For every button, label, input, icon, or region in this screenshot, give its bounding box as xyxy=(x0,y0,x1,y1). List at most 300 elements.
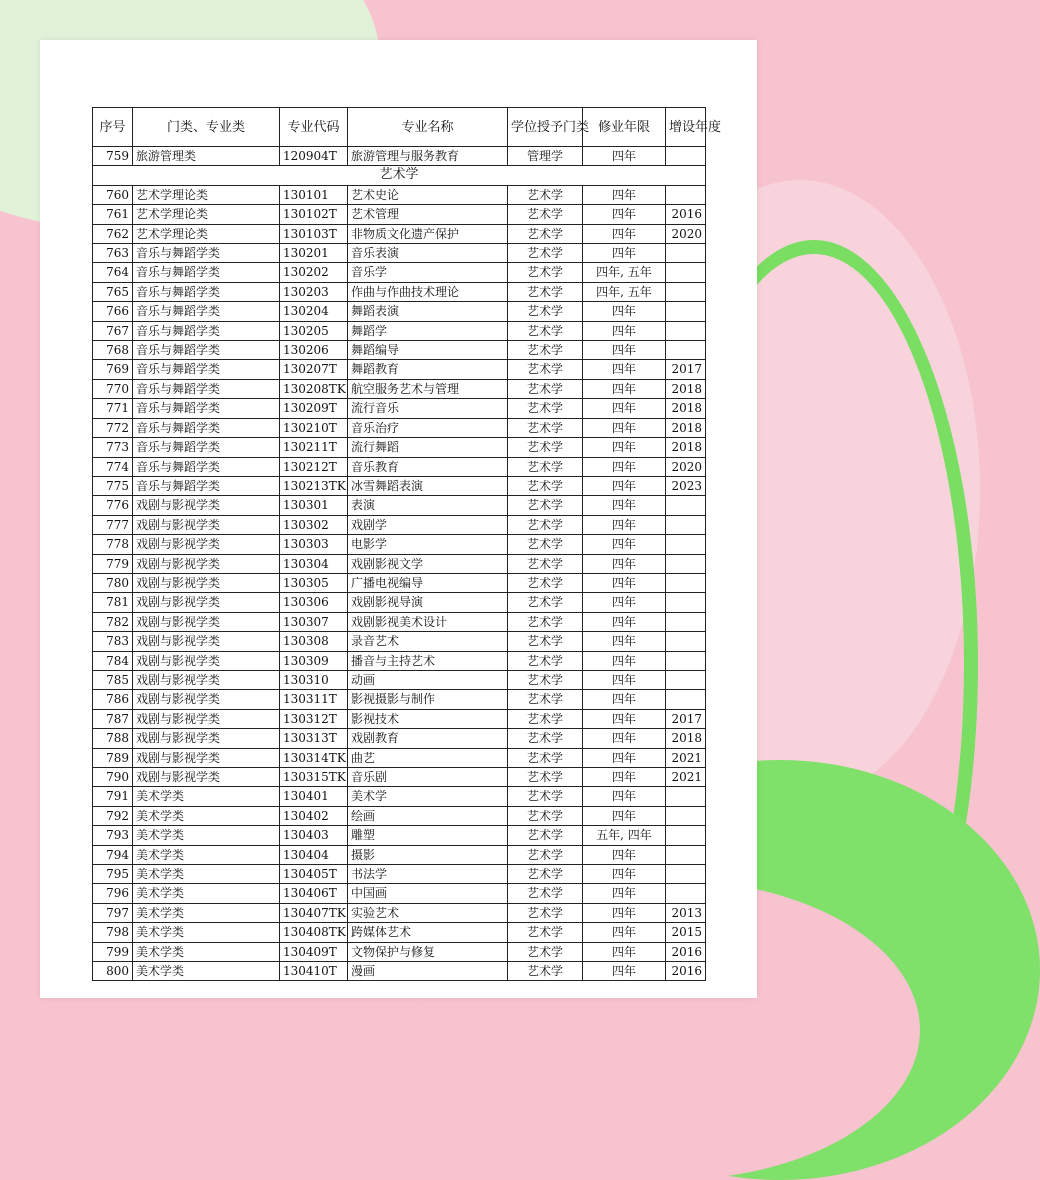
cell-category: 音乐与舞蹈学类 xyxy=(133,379,280,398)
cell-years: 四年 xyxy=(583,768,666,787)
cell-name: 旅游管理与服务教育 xyxy=(348,147,508,166)
cell-category: 戏剧与影视学类 xyxy=(133,709,280,728)
cell-name: 舞蹈学 xyxy=(348,321,508,340)
cell-code: 130209T xyxy=(280,399,348,418)
cell-name: 音乐剧 xyxy=(348,768,508,787)
cell-code: 130202 xyxy=(280,263,348,282)
cell-added xyxy=(666,185,706,204)
cell-category: 美术学类 xyxy=(133,826,280,845)
cell-name: 流行舞蹈 xyxy=(348,438,508,457)
table-row xyxy=(93,962,706,981)
cell-added xyxy=(666,690,706,709)
cell-degree: 艺术学 xyxy=(508,923,583,942)
cell-years: 四年 xyxy=(583,185,666,204)
table-header-row xyxy=(93,108,706,147)
cell-added: 2018 xyxy=(666,379,706,398)
cell-code: 130103T xyxy=(280,224,348,243)
cell-code: 130408TK xyxy=(280,923,348,942)
table-row xyxy=(93,263,706,282)
cell-index: 799 xyxy=(93,942,133,961)
cell-years: 四年 xyxy=(583,224,666,243)
cell-category: 美术学类 xyxy=(133,884,280,903)
header-name: 专业名称 xyxy=(348,108,508,147)
cell-code: 130410T xyxy=(280,962,348,981)
cell-added xyxy=(666,321,706,340)
cell-years: 四年 xyxy=(583,729,666,748)
cell-name: 流行音乐 xyxy=(348,399,508,418)
cell-category: 戏剧与影视学类 xyxy=(133,670,280,689)
cell-code: 130302 xyxy=(280,515,348,534)
cell-degree: 艺术学 xyxy=(508,748,583,767)
cell-index: 768 xyxy=(93,341,133,360)
cell-category: 美术学类 xyxy=(133,962,280,981)
cell-name: 雕塑 xyxy=(348,826,508,845)
cell-name: 舞蹈教育 xyxy=(348,360,508,379)
cell-code: 130212T xyxy=(280,457,348,476)
table-row xyxy=(93,224,706,243)
cell-name: 影视摄影与制作 xyxy=(348,690,508,709)
cell-index: 759 xyxy=(93,147,133,166)
cell-degree: 艺术学 xyxy=(508,962,583,981)
table-row xyxy=(93,515,706,534)
cell-years: 四年 xyxy=(583,554,666,573)
cell-category: 戏剧与影视学类 xyxy=(133,593,280,612)
cell-added: 2016 xyxy=(666,205,706,224)
cell-added xyxy=(666,670,706,689)
cell-code: 130208TK xyxy=(280,379,348,398)
cell-years: 四年 xyxy=(583,515,666,534)
cell-added: 2020 xyxy=(666,457,706,476)
cell-category: 艺术学理论类 xyxy=(133,205,280,224)
table-row xyxy=(93,573,706,592)
majors-table xyxy=(92,107,722,981)
cell-years: 四年 xyxy=(583,147,666,166)
cell-degree: 艺术学 xyxy=(508,360,583,379)
cell-code: 130303 xyxy=(280,535,348,554)
cell-index: 774 xyxy=(93,457,133,476)
table-row xyxy=(93,341,706,360)
cell-code: 130101 xyxy=(280,185,348,204)
cell-index: 767 xyxy=(93,321,133,340)
header-added: 增设年度 xyxy=(666,108,706,147)
cell-name: 摄影 xyxy=(348,845,508,864)
cell-years: 四年 xyxy=(583,476,666,495)
cell-index: 794 xyxy=(93,845,133,864)
cell-years: 四年 xyxy=(583,942,666,961)
cell-degree: 艺术学 xyxy=(508,768,583,787)
cell-code: 130204 xyxy=(280,302,348,321)
cell-added: 2017 xyxy=(666,709,706,728)
cell-added: 2016 xyxy=(666,942,706,961)
cell-added xyxy=(666,632,706,651)
cell-index: 781 xyxy=(93,593,133,612)
table-row xyxy=(93,205,706,224)
cell-code: 130406T xyxy=(280,884,348,903)
cell-code: 130405T xyxy=(280,865,348,884)
table-row xyxy=(93,612,706,631)
cell-degree: 艺术学 xyxy=(508,321,583,340)
cell-added xyxy=(666,263,706,282)
section-row xyxy=(93,166,706,185)
cell-category: 艺术学理论类 xyxy=(133,185,280,204)
cell-name: 曲艺 xyxy=(348,748,508,767)
cell-name: 播音与主持艺术 xyxy=(348,651,508,670)
cell-name: 美术学 xyxy=(348,787,508,806)
cell-degree: 艺术学 xyxy=(508,341,583,360)
cell-years: 四年 xyxy=(583,341,666,360)
cell-years: 四年 xyxy=(583,806,666,825)
cell-added: 2020 xyxy=(666,224,706,243)
table-row xyxy=(93,729,706,748)
table-row xyxy=(93,302,706,321)
cell-category: 音乐与舞蹈学类 xyxy=(133,302,280,321)
cell-name: 戏剧教育 xyxy=(348,729,508,748)
cell-code: 130102T xyxy=(280,205,348,224)
table-row xyxy=(93,923,706,942)
cell-added xyxy=(666,341,706,360)
table-row xyxy=(93,632,706,651)
cell-code: 130203 xyxy=(280,282,348,301)
cell-index: 793 xyxy=(93,826,133,845)
cell-index: 784 xyxy=(93,651,133,670)
cell-code: 130213TK xyxy=(280,476,348,495)
table-row xyxy=(93,185,706,204)
cell-category: 美术学类 xyxy=(133,787,280,806)
cell-degree: 艺术学 xyxy=(508,457,583,476)
cell-added xyxy=(666,147,706,166)
header-index: 序号 xyxy=(93,108,133,147)
header-degree: 学位授予门类 xyxy=(508,108,583,147)
table-row xyxy=(93,593,706,612)
cell-category: 戏剧与影视学类 xyxy=(133,768,280,787)
cell-degree: 艺术学 xyxy=(508,438,583,457)
cell-years: 四年 xyxy=(583,865,666,884)
cell-index: 786 xyxy=(93,690,133,709)
cell-added xyxy=(666,554,706,573)
cell-index: 778 xyxy=(93,535,133,554)
cell-degree: 艺术学 xyxy=(508,826,583,845)
cell-code: 130304 xyxy=(280,554,348,573)
cell-code: 130311T xyxy=(280,690,348,709)
cell-name: 艺术史论 xyxy=(348,185,508,204)
cell-index: 789 xyxy=(93,748,133,767)
cell-code: 130401 xyxy=(280,787,348,806)
cell-code: 130315TK xyxy=(280,768,348,787)
cell-index: 769 xyxy=(93,360,133,379)
header-years: 修业年限 xyxy=(583,108,666,147)
table-row xyxy=(93,438,706,457)
cell-category: 音乐与舞蹈学类 xyxy=(133,418,280,437)
cell-degree: 艺术学 xyxy=(508,282,583,301)
cell-index: 762 xyxy=(93,224,133,243)
cell-code: 130301 xyxy=(280,496,348,515)
cell-degree: 艺术学 xyxy=(508,806,583,825)
cell-degree: 艺术学 xyxy=(508,379,583,398)
cell-category: 音乐与舞蹈学类 xyxy=(133,341,280,360)
cell-name: 实验艺术 xyxy=(348,903,508,922)
cell-degree: 艺术学 xyxy=(508,942,583,961)
cell-index: 783 xyxy=(93,632,133,651)
cell-index: 772 xyxy=(93,418,133,437)
cell-added: 2017 xyxy=(666,360,706,379)
table-row xyxy=(93,768,706,787)
cell-degree: 艺术学 xyxy=(508,205,583,224)
cell-name: 中国画 xyxy=(348,884,508,903)
cell-category: 美术学类 xyxy=(133,865,280,884)
cell-category: 戏剧与影视学类 xyxy=(133,573,280,592)
cell-added xyxy=(666,826,706,845)
cell-years: 四年 xyxy=(583,670,666,689)
cell-category: 美术学类 xyxy=(133,806,280,825)
cell-category: 戏剧与影视学类 xyxy=(133,535,280,554)
table-row xyxy=(93,709,706,728)
cell-degree: 艺术学 xyxy=(508,302,583,321)
cell-years: 四年 xyxy=(583,709,666,728)
cell-added xyxy=(666,515,706,534)
cell-code: 130305 xyxy=(280,573,348,592)
cell-index: 800 xyxy=(93,962,133,981)
cell-years: 四年 xyxy=(583,748,666,767)
cell-degree: 艺术学 xyxy=(508,535,583,554)
cell-years: 四年 xyxy=(583,205,666,224)
table-row xyxy=(93,535,706,554)
cell-index: 797 xyxy=(93,903,133,922)
table-row xyxy=(93,884,706,903)
cell-degree: 艺术学 xyxy=(508,476,583,495)
table-row xyxy=(93,496,706,515)
cell-index: 760 xyxy=(93,185,133,204)
cell-years: 四年 xyxy=(583,418,666,437)
cell-category: 音乐与舞蹈学类 xyxy=(133,438,280,457)
cell-category: 戏剧与影视学类 xyxy=(133,496,280,515)
cell-index: 766 xyxy=(93,302,133,321)
cell-category: 戏剧与影视学类 xyxy=(133,690,280,709)
cell-years: 四年 xyxy=(583,845,666,864)
cell-index: 777 xyxy=(93,515,133,534)
cell-name: 影视技术 xyxy=(348,709,508,728)
table-row xyxy=(93,845,706,864)
cell-code: 130207T xyxy=(280,360,348,379)
cell-code: 130306 xyxy=(280,593,348,612)
cell-added xyxy=(666,573,706,592)
cell-code: 130205 xyxy=(280,321,348,340)
cell-added xyxy=(666,787,706,806)
cell-index: 791 xyxy=(93,787,133,806)
cell-years: 四年 xyxy=(583,923,666,942)
cell-name: 舞蹈编导 xyxy=(348,341,508,360)
table-row xyxy=(93,670,706,689)
table-row xyxy=(93,147,706,166)
section-title: 艺术学 xyxy=(93,166,706,185)
table-row xyxy=(93,360,706,379)
cell-added: 2018 xyxy=(666,399,706,418)
cell-years: 四年 xyxy=(583,496,666,515)
cell-added xyxy=(666,282,706,301)
cell-code: 130206 xyxy=(280,341,348,360)
cell-degree: 艺术学 xyxy=(508,418,583,437)
cell-degree: 艺术学 xyxy=(508,884,583,903)
cell-degree: 艺术学 xyxy=(508,399,583,418)
cell-degree: 艺术学 xyxy=(508,224,583,243)
table-row xyxy=(93,826,706,845)
cell-category: 音乐与舞蹈学类 xyxy=(133,476,280,495)
cell-degree: 艺术学 xyxy=(508,244,583,263)
cell-added xyxy=(666,612,706,631)
cell-code: 130402 xyxy=(280,806,348,825)
cell-added xyxy=(666,806,706,825)
cell-category: 音乐与舞蹈学类 xyxy=(133,282,280,301)
table-row xyxy=(93,903,706,922)
cell-category: 戏剧与影视学类 xyxy=(133,651,280,670)
cell-code: 130313T xyxy=(280,729,348,748)
cell-degree: 艺术学 xyxy=(508,709,583,728)
cell-code: 130403 xyxy=(280,826,348,845)
cell-added xyxy=(666,496,706,515)
cell-added: 2013 xyxy=(666,903,706,922)
cell-added xyxy=(666,651,706,670)
cell-index: 798 xyxy=(93,923,133,942)
cell-index: 780 xyxy=(93,573,133,592)
cell-years: 四年, 五年 xyxy=(583,263,666,282)
cell-name: 电影学 xyxy=(348,535,508,554)
cell-category: 美术学类 xyxy=(133,923,280,942)
cell-name: 戏剧学 xyxy=(348,515,508,534)
cell-years: 四年 xyxy=(583,399,666,418)
cell-years: 四年 xyxy=(583,962,666,981)
cell-category: 美术学类 xyxy=(133,903,280,922)
cell-degree: 艺术学 xyxy=(508,593,583,612)
cell-degree: 艺术学 xyxy=(508,263,583,282)
cell-index: 763 xyxy=(93,244,133,263)
cell-degree: 艺术学 xyxy=(508,651,583,670)
cell-code: 130309 xyxy=(280,651,348,670)
cell-years: 四年 xyxy=(583,457,666,476)
cell-index: 770 xyxy=(93,379,133,398)
cell-added xyxy=(666,884,706,903)
cell-category: 美术学类 xyxy=(133,942,280,961)
cell-index: 787 xyxy=(93,709,133,728)
table-row xyxy=(93,651,706,670)
cell-index: 796 xyxy=(93,884,133,903)
cell-name: 音乐学 xyxy=(348,263,508,282)
table-row xyxy=(93,476,706,495)
table-row xyxy=(93,244,706,263)
cell-added: 2018 xyxy=(666,418,706,437)
cell-name: 录音艺术 xyxy=(348,632,508,651)
cell-name: 作曲与作曲技术理论 xyxy=(348,282,508,301)
table-row xyxy=(93,282,706,301)
cell-degree: 艺术学 xyxy=(508,845,583,864)
cell-category: 戏剧与影视学类 xyxy=(133,515,280,534)
cell-degree: 艺术学 xyxy=(508,865,583,884)
cell-name: 舞蹈表演 xyxy=(348,302,508,321)
table-row xyxy=(93,379,706,398)
header-category: 门类、专业类 xyxy=(133,108,280,147)
cell-added xyxy=(666,535,706,554)
cell-name: 航空服务艺术与管理 xyxy=(348,379,508,398)
cell-years: 四年, 五年 xyxy=(583,282,666,301)
cell-added xyxy=(666,593,706,612)
cell-code: 130404 xyxy=(280,845,348,864)
cell-degree: 艺术学 xyxy=(508,903,583,922)
table-row xyxy=(93,399,706,418)
cell-name: 音乐教育 xyxy=(348,457,508,476)
cell-degree: 艺术学 xyxy=(508,612,583,631)
cell-degree: 艺术学 xyxy=(508,515,583,534)
cell-years: 四年 xyxy=(583,651,666,670)
cell-code: 120904T xyxy=(280,147,348,166)
table-row xyxy=(93,418,706,437)
cell-index: 776 xyxy=(93,496,133,515)
cell-years: 四年 xyxy=(583,379,666,398)
cell-index: 792 xyxy=(93,806,133,825)
cell-name: 戏剧影视美术设计 xyxy=(348,612,508,631)
cell-name: 表演 xyxy=(348,496,508,515)
cell-name: 文物保护与修复 xyxy=(348,942,508,961)
cell-degree: 艺术学 xyxy=(508,690,583,709)
cell-code: 130201 xyxy=(280,244,348,263)
cell-category: 美术学类 xyxy=(133,845,280,864)
cell-added: 2021 xyxy=(666,768,706,787)
table-row xyxy=(93,457,706,476)
cell-code: 130210T xyxy=(280,418,348,437)
cell-category: 音乐与舞蹈学类 xyxy=(133,263,280,282)
cell-name: 跨媒体艺术 xyxy=(348,923,508,942)
cell-index: 795 xyxy=(93,865,133,884)
cell-added xyxy=(666,302,706,321)
cell-added: 2016 xyxy=(666,962,706,981)
cell-index: 771 xyxy=(93,399,133,418)
cell-years: 四年 xyxy=(583,884,666,903)
table-row xyxy=(93,865,706,884)
cell-added xyxy=(666,244,706,263)
cell-name: 音乐治疗 xyxy=(348,418,508,437)
cell-added: 2015 xyxy=(666,923,706,942)
cell-degree: 艺术学 xyxy=(508,632,583,651)
cell-category: 音乐与舞蹈学类 xyxy=(133,399,280,418)
cell-code: 130409T xyxy=(280,942,348,961)
cell-index: 775 xyxy=(93,476,133,495)
cell-degree: 艺术学 xyxy=(508,787,583,806)
cell-category: 音乐与舞蹈学类 xyxy=(133,457,280,476)
table-row xyxy=(93,690,706,709)
cell-years: 四年 xyxy=(583,787,666,806)
cell-category: 旅游管理类 xyxy=(133,147,280,166)
cell-degree: 艺术学 xyxy=(508,573,583,592)
cell-degree: 艺术学 xyxy=(508,554,583,573)
cell-index: 765 xyxy=(93,282,133,301)
cell-years: 四年 xyxy=(583,612,666,631)
header-code: 专业代码 xyxy=(280,108,348,147)
cell-name: 音乐表演 xyxy=(348,244,508,263)
cell-code: 130407TK xyxy=(280,903,348,922)
cell-name: 书法学 xyxy=(348,865,508,884)
cell-category: 音乐与舞蹈学类 xyxy=(133,360,280,379)
cell-category: 音乐与舞蹈学类 xyxy=(133,244,280,263)
cell-category: 戏剧与影视学类 xyxy=(133,554,280,573)
cell-name: 戏剧影视导演 xyxy=(348,593,508,612)
cell-category: 戏剧与影视学类 xyxy=(133,729,280,748)
cell-added: 2018 xyxy=(666,438,706,457)
cell-years: 四年 xyxy=(583,302,666,321)
cell-code: 130310 xyxy=(280,670,348,689)
cell-added: 2018 xyxy=(666,729,706,748)
cell-code: 130307 xyxy=(280,612,348,631)
cell-years: 四年 xyxy=(583,438,666,457)
cell-index: 773 xyxy=(93,438,133,457)
cell-index: 764 xyxy=(93,263,133,282)
cell-years: 四年 xyxy=(583,690,666,709)
